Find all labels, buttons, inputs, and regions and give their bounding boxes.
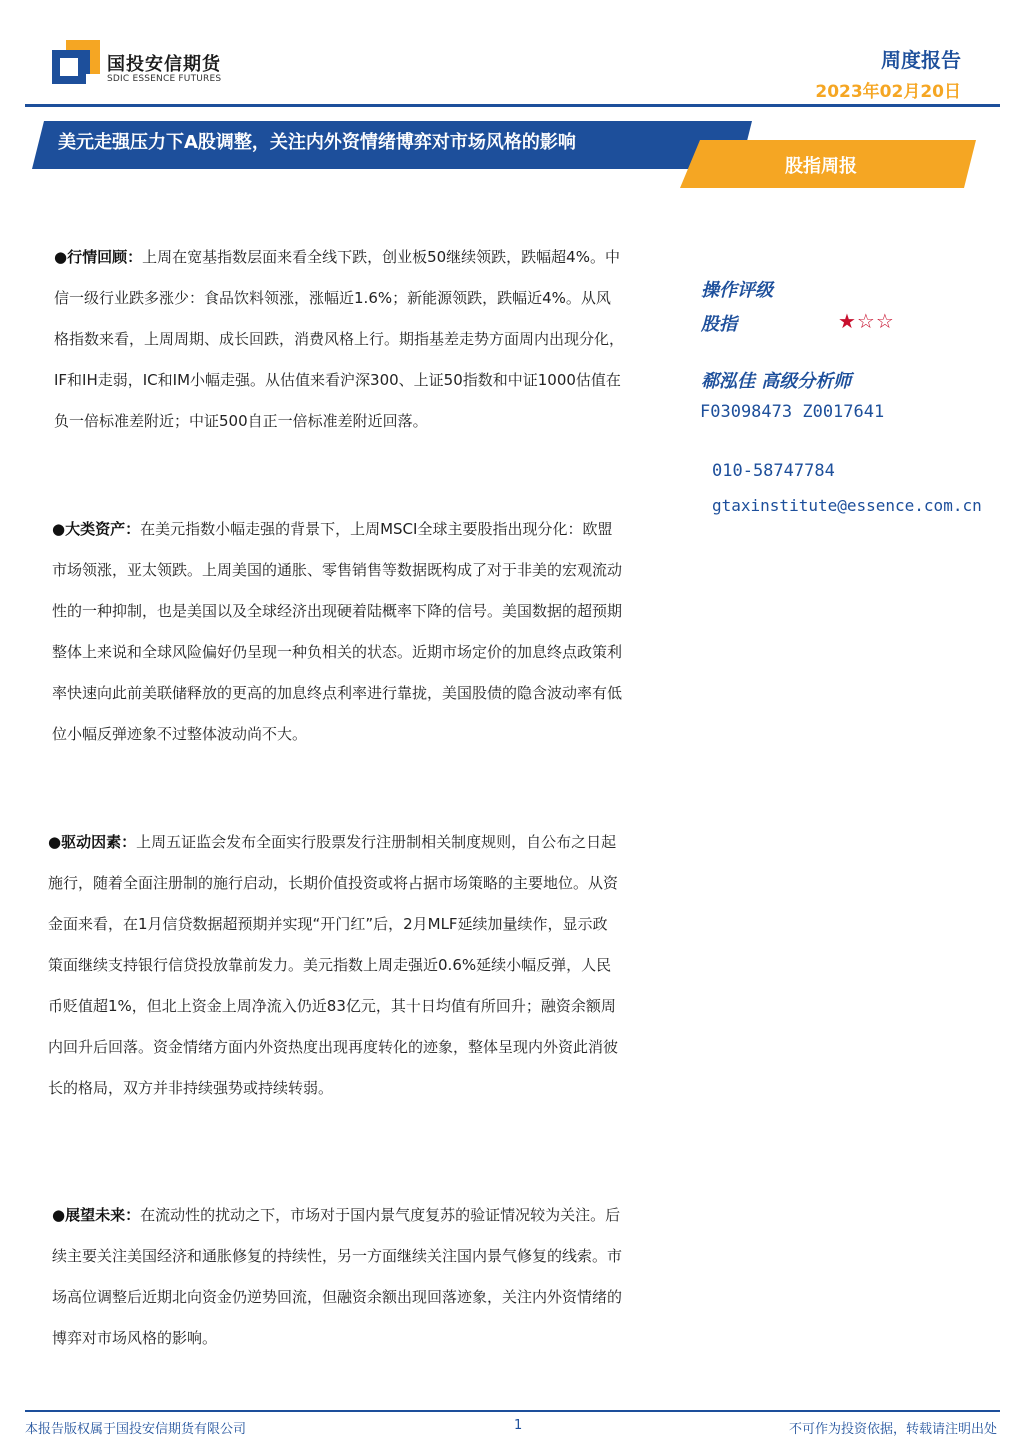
contact-phone: 010-58747784 xyxy=(712,461,835,481)
index-label: 股指 xyxy=(701,314,737,335)
contact-email[interactable]: gtaxinstitute@essence.com.cn xyxy=(712,496,982,515)
report-type: 周度报告 xyxy=(881,48,961,72)
report-title: 美元走强压力下A股调整，关注内外资情绪博弈对市场风格的影响 xyxy=(58,132,576,153)
header-divider xyxy=(25,104,1000,107)
section-text: 上周在宽基指数层面来看全线下跌，创业板50继续领跌，跌幅超4%。中信一级行业跌多涨少：食品饮料领涨，涨幅近1.6%；新能源领跌，跌幅近4%。从风格指数来看，上周周期、成长回跌，消费风格上行。期指基差走势方面周内出现分化，IF和IH走弱，IC和IM小幅走强。从估值来看沪深300、上证50指数和中证1000估值在负一倍标准差附近；中证500自正一倍标准差附近回落。 xyxy=(54,248,625,430)
rating-stars-icon: ★☆☆ xyxy=(838,309,895,333)
footer-disclaimer: 不可作为投资依据，转载请注明出处 xyxy=(788,1422,997,1437)
page-number: 1 xyxy=(514,1418,523,1433)
rating-label: 操作评级 xyxy=(701,280,773,301)
section-outlook xyxy=(52,1195,622,1359)
section-asset-classes xyxy=(52,509,622,755)
section-market-review xyxy=(54,237,624,442)
report-date: 2023年02月20日 xyxy=(815,82,961,102)
footer-copyright: 本报告版权属于国投安信期货有限公司 xyxy=(25,1422,247,1437)
logo-text-cn: 国投安信期货 xyxy=(107,54,221,75)
section-lead: ●大类资产： xyxy=(52,520,141,538)
section-text: 上周五证监会发布全面实行股票发行注册制相关制度规则，自公布之日起施行，随着全面注册制的施行启动，长期价值投资或将占据市场策略的主要地位。从资金面来看，在1月信贷数据超预期并实现“开门红”后，2月MLF延续加量续作，显示政策面继续支持银行信贷投放靠前发力。美元指数上周走强近0.6%延续小幅反弹，人民币贬值超1%，但北上资金上周净流入仍近83亿元，其十日均值有所回升；融资余额周内回升后回落。资金情绪方面内外资热度出现再度转化的迹象，整体呈现内外资此消彼长的格局，双方并非持续强势或持续转弱。 xyxy=(48,833,619,1097)
category-tag: 股指周报 xyxy=(785,156,857,177)
section-lead: ●展望未来： xyxy=(52,1206,141,1224)
section-drivers xyxy=(48,822,618,1109)
section-lead: ●驱动因素： xyxy=(48,833,137,851)
analyst-cert-numbers: F03098473 Z0017641 xyxy=(700,402,885,422)
logo-text-en: SDIC ESSENCE FUTURES xyxy=(107,74,222,84)
section-text: 在美元指数小幅走强的背景下，上周MSCI全球主要股指出现分化：欧盟市场领涨，亚太领跌。上周美国的通胀、零售销售等数据既构成了对于非美的宏观流动性的一种抑制，也是美国以及全球经济出现硬着陆概率下降的信号。美国数据的超预期整体上来说和全球风险偏好仍呈现一种负相关的状态。近期市场定价的加息终点政策利率快速向此前美联储释放的更高的加息终点利率进行靠拢，美国股债的隐含波动率有低位小幅反弹迹象不过整体波动尚不大。 xyxy=(52,520,623,743)
section-lead: ●行情回顾： xyxy=(54,248,143,266)
company-logo-icon xyxy=(52,40,100,86)
footer-divider xyxy=(25,1410,1000,1412)
analyst-name: 郗泓佳 高级分析师 xyxy=(701,371,852,392)
section-text: 在流动性的扰动之下，市场对于国内景气度复苏的验证情况较为关注。后续主要关注美国经济和通胀修复的持续性，另一方面继续关注国内景气修复的线索。市场高位调整后近期北向资金仍逆势回流，但融资余额出现回落迹象，关注内外资情绪的博弈对市场风格的影响。 xyxy=(52,1206,623,1347)
